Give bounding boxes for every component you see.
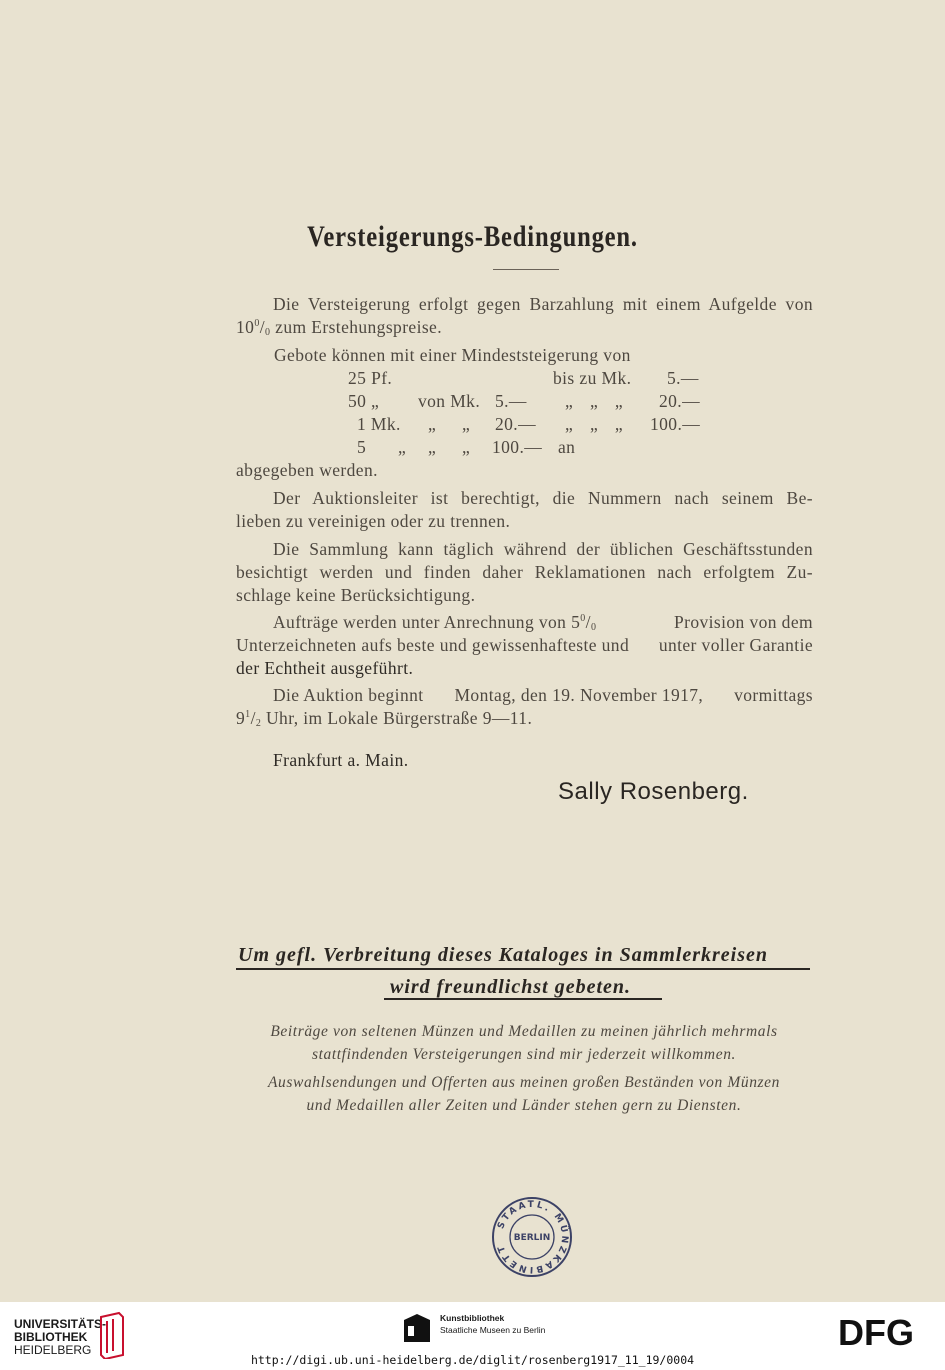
auktion-line-2: $9^1/_2$ Uhr, im Lokale Bürgerstraße 9—11. bbox=[236, 708, 533, 729]
source-url[interactable]: http://digi.ub.uni-heidelberg.de/diglit/rosenberg1917_11_19/0004 bbox=[250, 1353, 695, 1367]
kunstbibliothek-logo-text: Kunstbibliothek Staatliche Museen zu Berlin bbox=[440, 1313, 546, 1335]
auswahl-line-2: und Medaillen aller Zeiten und Länder stehen gern zu Diensten. bbox=[306, 1097, 742, 1114]
auftraege-line-1: Aufträge werden unter Anrechnung von $5^0/_0$ Provision von dem bbox=[273, 612, 813, 633]
beitraege-line-1: Beiträge von seltenen Münzen und Medaillen zu meinen jährlich mehrmals bbox=[270, 1023, 778, 1040]
auftraege-line-3: der Echtheit ausgeführt. bbox=[236, 658, 414, 678]
svg-text:STAATL. MÜNZKABINETT: STAATL. MÜNZKABINETT bbox=[495, 1199, 570, 1275]
notice-line-1: Um gefl. Verbreitung dieses Kataloges in Sammlerkreisen bbox=[238, 944, 769, 966]
ub-heidelberg-logo-text: UNIVERSITÄTS- BIBLIOTHEK HEIDELBERG bbox=[14, 1317, 107, 1357]
auktion-line-1: Die Auktion beginnt Montag, den 19. November 1917, vormittags bbox=[273, 685, 813, 705]
sammlung-line-2: besichtigt werden und finden daher Reklamationen nach erfolgtem Zu- bbox=[236, 562, 813, 582]
signature: Sally Rosenberg. bbox=[558, 778, 749, 805]
notice-line-2: wird freundlichst gebeten. bbox=[390, 976, 632, 998]
sammlung-line-1: Die Sammlung kann täglich während der üblichen Geschäftsstunden bbox=[273, 539, 813, 559]
notice-underline-2 bbox=[384, 998, 662, 1000]
auswahl-line-1: Auswahlsendungen und Offerten aus meinen großen Beständen von Münzen bbox=[267, 1074, 781, 1091]
leiter-line-2: lieben zu vereinigen oder zu trennen. bbox=[236, 511, 511, 531]
notice-underline-1 bbox=[236, 968, 810, 970]
museum-stamp bbox=[490, 1195, 574, 1279]
leiter-line-1: Der Auktionsleiter ist berechtigt, die Nummern nach seinem Be- bbox=[273, 488, 813, 508]
page-title: Versteigerungs-Bedingungen. bbox=[307, 220, 638, 253]
auftraege-line-2: Unterzeichneten aufs beste und gewissenhafteste und unter voller Garantie bbox=[236, 635, 813, 655]
beitraege-line-2: stattfindenden Versteigerungen sind mir jederzeit willkommen. bbox=[311, 1046, 737, 1063]
intro-line-1: Die Versteigerung erfolgt gegen Barzahlung mit einem Aufgelde von bbox=[273, 294, 813, 314]
place-line: Frankfurt a. Main. bbox=[273, 750, 409, 770]
kunstbibliothek-logo-icon bbox=[404, 1314, 430, 1342]
dfg-logo: DFG bbox=[838, 1312, 914, 1353]
bids-outro: abgegeben werden. bbox=[236, 460, 378, 480]
sammlung-line-3: schlage keine Berücksichtigung. bbox=[236, 585, 476, 605]
ub-heidelberg-logo-icon bbox=[93, 1311, 133, 1359]
title-divider bbox=[493, 269, 559, 270]
bids-intro: Gebote können mit einer Mindeststeigerung von bbox=[274, 345, 631, 365]
svg-text:BERLIN: BERLIN bbox=[513, 1233, 551, 1243]
intro-line-2: $10^0/_0$ zum Erstehungspreise. bbox=[236, 317, 443, 338]
